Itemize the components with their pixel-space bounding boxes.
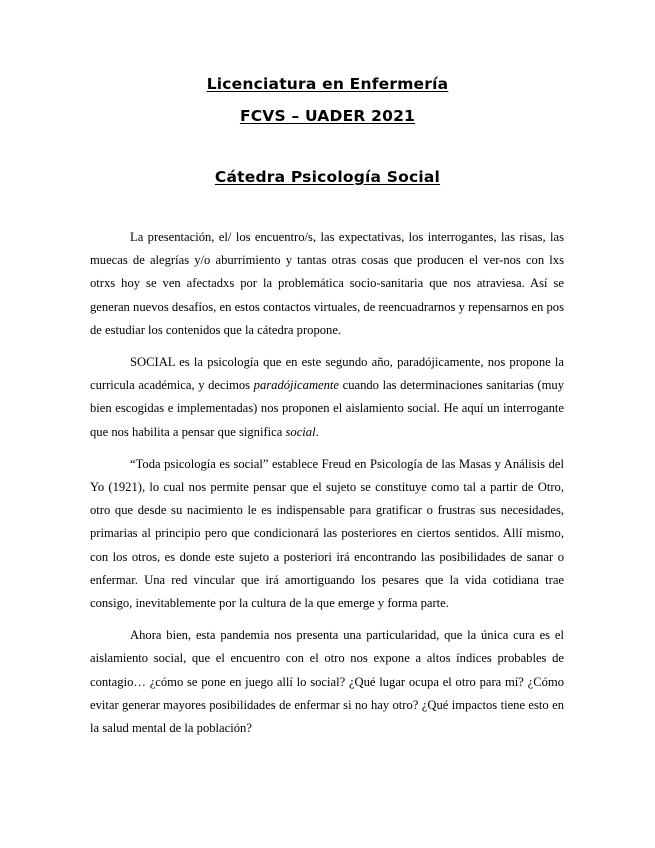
- emphasis-text: social: [285, 424, 316, 439]
- paragraph-text: “Toda psicología es social” establece Freud en Psicología de las Masas y Análisis del Yo (1921), lo cual nos permite pensar que el sujeto se constituye como tal a partir de Otro, otro que desde su nacimiento le es indispensable para gratificar o frustras sus necesidades, primarias al principio pero que condicionará las posteriores en ciertos sentidos. Allí mismo, con los otros, es donde este sujeto a posteriori irá encontrando las posibilidades de sanar o enfermar. Una red vincular que irá amortiguando los pesares que la vida cotidiana trae consigo, inevitablemente por la cultura de la que emerge y forma parte.: [90, 456, 564, 611]
- document-body: [90, 226, 564, 749]
- document-title: Licenciatura en Enfermería: [206, 75, 449, 93]
- course-title: Cátedra Psicología Social: [214, 168, 441, 186]
- paragraph-text: SOCIAL es la psicología que en este segundo año, paradójicamente, nos propone la curricula académica, y decimos: [90, 355, 564, 393]
- document-subtitle: FCVS – UADER 2021: [239, 107, 416, 125]
- paragraph-3: [90, 453, 564, 615]
- paragraph-text: Ahora bien, esta pandemia nos presenta una particularidad, que la única cura es el aislamiento social, que el encuentro con el otro nos expone a altos índices probables de contagio… ¿cómo se pone en juego allí lo social? ¿Qué lugar ocupa el otro para mí? ¿Cómo evitar generar mayores posibilidades de enfermar si no hay otro? ¿Qué impactos tiene esto en la salud mental de la población?: [90, 628, 564, 736]
- paragraph-text: cuando las determinaciones sanitarias (muy bien escogidas e implementadas) nos proponen el aislamiento social. He aquí un interrogante que nos habilita a pensar que significa: [90, 378, 565, 439]
- paragraph-4: [90, 624, 564, 740]
- paragraph-2: [90, 351, 564, 444]
- emphasis-text: paradójicamente: [253, 378, 340, 393]
- paragraph-1: [90, 226, 564, 342]
- paragraph-text: La presentación, el/ los encuentro/s, las expectativas, los interrogantes, las risas, las muecas de alegrías y/o aburrimiento y tantas otras cosas que producen el ver-nos con lxs otrxs hoy se ven afectadxs por la problemática socio-sanitaria que nos atraviesa. Así se generan nuevos desafíos, en estos contactos virtuales, de reencuadrarnos y repensarnos en pos de estudiar los contenidos que la cátedra propone.: [90, 230, 564, 337]
- paragraph-text: .: [315, 424, 319, 439]
